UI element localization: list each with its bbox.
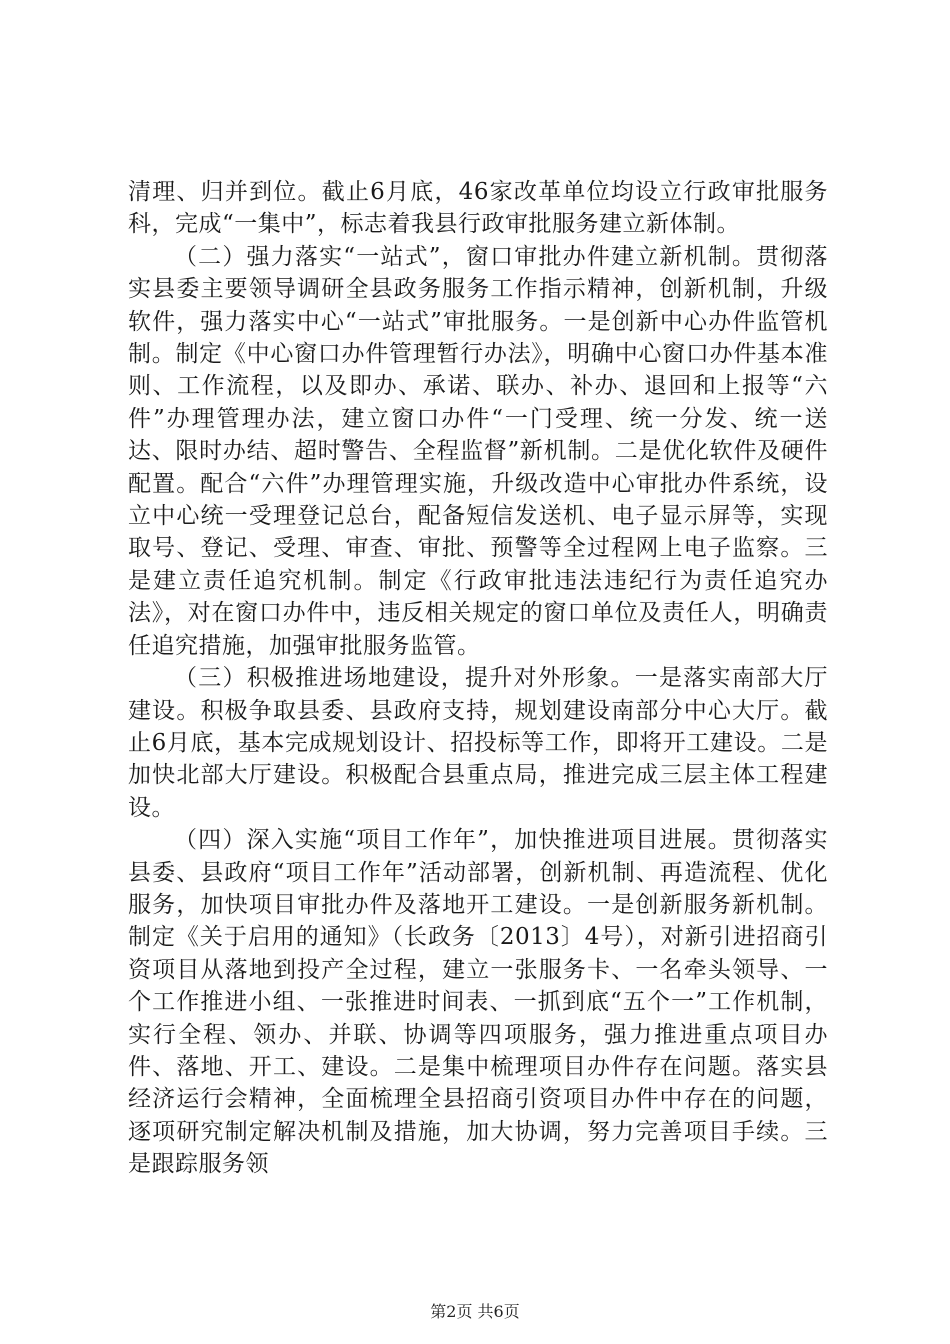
page-number-footer: 第2页 共6页 [430, 1302, 520, 1321]
document-body [128, 176, 828, 1181]
paragraph-4: （四）深入实施“项目工作年”，加快推进项目进展。贯彻落实县委、县政府“项目工作年”活动部署，创新机制、再造流程、优化服务，加快项目审批办件及落地开工建设。一是创新服务新机制。制定《关于启用的通知》（长政务〔2013〕4号），对新引进招商引资项目从落地到投产全过程，建立一张服务卡、一名牵头领导、一个工作推进小组、一张推进时间表、一抓到底“五个一”工作机制，实行全程、领办、并联、协调等四项服务，强力推进重点项目办件、落地、开工、建设。二是集中梳理项目办件存在问题。落实县经济运行会精神，全面梳理全县招商引资项目办件中存在的问题，逐项研究制定解决机制及措施，加大协调，努力完善项目手续。三是跟踪服务领 [128, 827, 828, 1178]
paragraph-2: （二）强力落实“一站式”，窗口审批办件建立新机制。贯彻落实县委主要领导调研全县政务服务工作指示精神，创新机制，升级软件，强力落实中心“一站式”审批服务。一是创新中心办件监管机制。制定《中心窗口办件管理暂行办法》，明确中心窗口办件基本准则、工作流程，以及即办、承诺、联办、补办、退回和上报等“六件”办理管理办法，建立窗口办件“一门受理、统一分发、统一送达、限时办结、超时警告、全程监督”新机制。二是优化软件及硬件配置。配合“六件”办理管理实施，升级改造中心审批办件系统，设立中心统一受理登记总台，配备短信发送机、电子显示屏等，实现取号、登记、受理、审查、审批、预警等全过程网上电子监察。三是建立责任追究机制。制定《行政审批违法违纪行为责任追究办法》，对在窗口办件中，违反相关规定的窗口单位及责任人，明确责任追究措施，加强审批服务监管。 [128, 243, 828, 659]
paragraph-3: （三）积极推进场地建设，提升对外形象。一是落实南部大厅建设。积极争取县委、县政府支持，规划建设南部分中心大厅。截止6月底，基本完成规划设计、招投标等工作，即将开工建设。二是加快北部大厅建设。积极配合县重点局，推进完成三层主体工程建设。 [128, 665, 828, 821]
paragraph-1: 清理、归并到位。截止6月底，46家改革单位均设立行政审批服务科，完成“一集中”，标志着我县行政审批服务建立新体制。 [128, 179, 828, 238]
